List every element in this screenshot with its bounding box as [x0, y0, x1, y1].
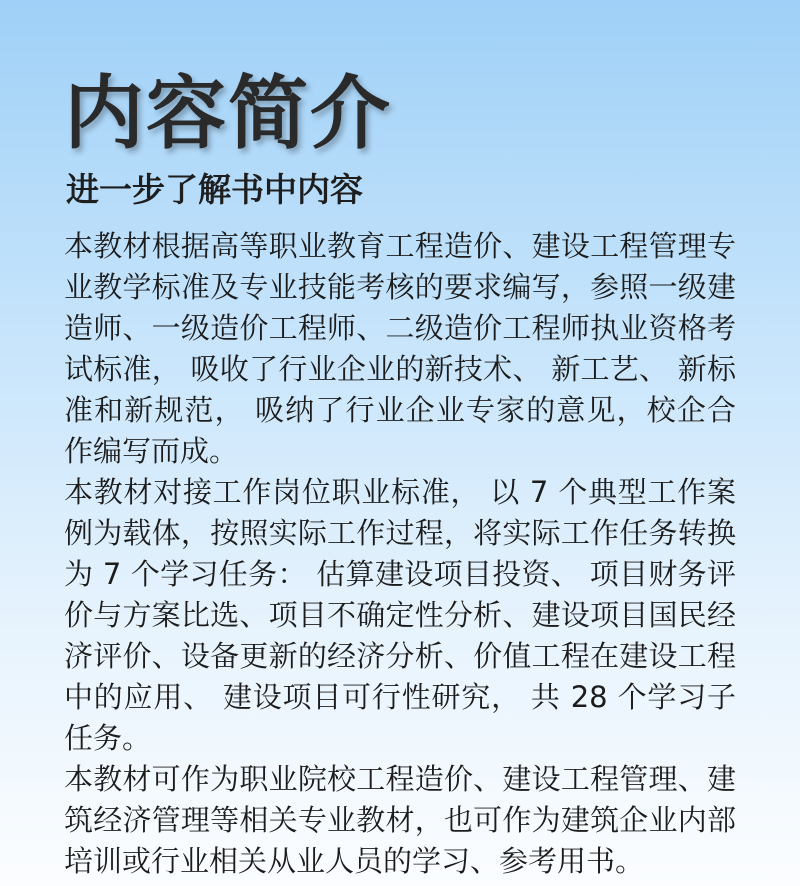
- intro-paragraph-3: 本教材可作为职业院校工程造价、建设工程管理、建筑经济管理等相关专业教材，也可作为建筑企业内部培训或行业相关从业人员的学习、参考用书。: [64, 762, 736, 878]
- intro-body: [64, 226, 736, 882]
- page-subtitle: 进一步了解书中内容: [66, 170, 363, 209]
- page-title: 内容简介: [64, 67, 392, 160]
- intro-paragraph-1: 本教材根据高等职业教育工程造价、建设工程管理专业教学标准及专业技能考核的要求编写，参照一级建造师、一级造价工程师、二级造价工程师执业资格考试标准， 吸收了行业企业的新技术、 新工艺、 新标准和新规范， 吸纳了行业企业专家的意见，校企合作编写而成。: [64, 229, 736, 468]
- intro-paragraph-2: 本教材对接工作岗位职业标准， 以 7 个典型工作案例为载体，按照实际工作过程，将实际工作任务转换为 7 个学习任务： 估算建设项目投资、 项目财务评价与方案比选、项目不确定性分析、建设项目国民经济评价、设备更新的经济分析、价值工程在建设工程中的应用、 建设项目可行性研究， 共 28 个学习子任务。: [64, 475, 736, 755]
